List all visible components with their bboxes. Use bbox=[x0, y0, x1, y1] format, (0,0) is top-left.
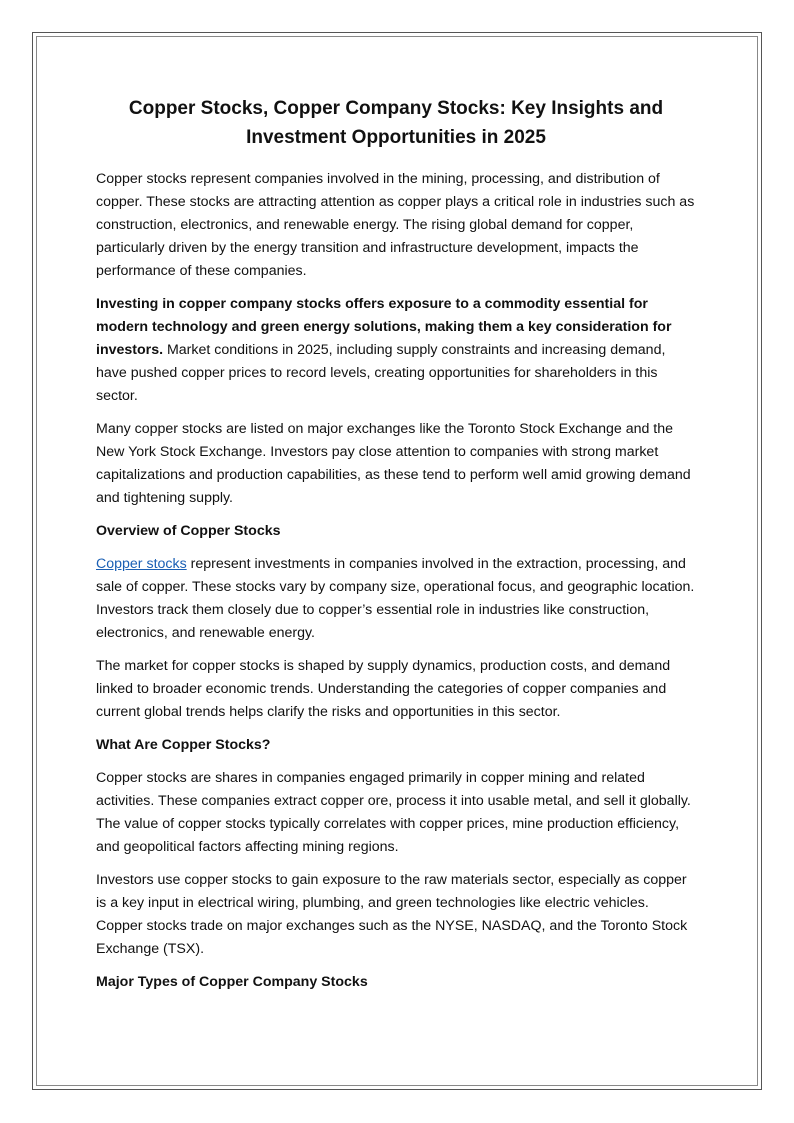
overview-paragraph-1-rest: represent investments in companies involved in the extraction, processing, and sale of copper. These stocks vary by company size, operational focus, and geographic location. Investors track them closely due to copper’s essential role in industries like construction, electronics, and renewable energy. bbox=[96, 556, 695, 641]
what-paragraph-2: Investors use copper stocks to gain exposure to the raw materials sector, especially as copper is a key input in electrical wiring, plumbing, and green technologies like electric vehicles. Copper stocks trade on major exchanges such as the NYSE, NASDAQ, and the Toronto Stock Exchange (TSX). bbox=[96, 872, 688, 957]
intro-paragraph-2-bold-lead: Investing in copper company stocks offers exposure to a commodity essential for modern technology and green energy solutions, making them a key consideration for investors. bbox=[96, 296, 672, 358]
overview-paragraph-2: The market for copper stocks is shaped by supply dynamics, production costs, and demand linked to broader economic trends. Understanding the categories of copper companies and current global trends helps clarify the risks and opportunities in this sector. bbox=[96, 658, 671, 720]
overview-heading: Overview of Copper Stocks bbox=[96, 523, 281, 539]
intro-paragraph-2 bbox=[96, 293, 696, 408]
what-are-copper-stocks-heading: What Are Copper Stocks? bbox=[96, 737, 271, 753]
intro-paragraph-3: Many copper stocks are listed on major exchanges like the Toronto Stock Exchange and the New York Stock Exchange. Investors pay close attention to companies with strong market capitalizations and production capabilities, as these tend to perform well amid growing demand and tightening supply. bbox=[96, 421, 691, 506]
overview-paragraph-1 bbox=[96, 553, 696, 645]
document-title: Copper Stocks, Copper Company Stocks: Key Insights and Investment Opportunities in 2025 bbox=[128, 98, 664, 148]
intro-paragraph-2-rest: Market conditions in 2025, including supply constraints and increasing demand, have pushed copper prices to record levels, creating opportunities for shareholders in this sector. bbox=[96, 342, 666, 404]
document-body bbox=[96, 94, 696, 1004]
major-types-heading: Major Types of Copper Company Stocks bbox=[96, 974, 368, 990]
intro-paragraph-1: Copper stocks represent companies involved in the mining, processing, and distribution of copper. These stocks are attracting attention as copper plays a critical role in industries such as construction, electronics, and renewable energy. The rising global demand for copper, particularly driven by the energy transition and infrastructure development, impacts the performance of these companies. bbox=[96, 171, 695, 279]
copper-stocks-link[interactable]: Copper stocks bbox=[96, 556, 187, 572]
what-paragraph-1: Copper stocks are shares in companies engaged primarily in copper mining and related activities. These companies extract copper ore, process it into usable metal, and sell it globally. The value of copper stocks typically correlates with copper prices, mine production efficiency, and geopolitical factors affecting mining regions. bbox=[96, 770, 691, 855]
